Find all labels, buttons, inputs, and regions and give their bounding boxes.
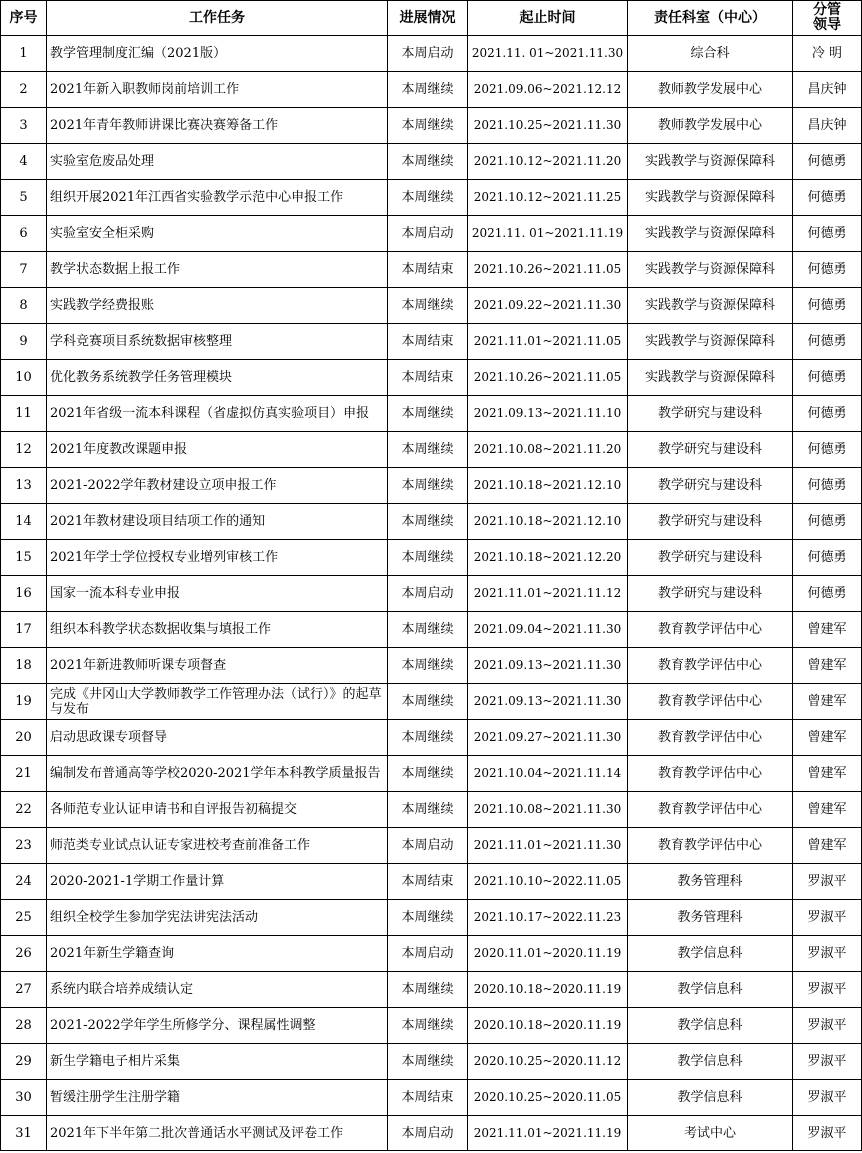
responsible-dept: 教师教学发展中心 — [628, 108, 793, 144]
leader-name: 罗淑平 — [793, 1080, 862, 1116]
responsible-dept: 教育教学评估中心 — [628, 756, 793, 792]
progress-status: 本周启动 — [388, 216, 468, 252]
responsible-dept: 教育教学评估中心 — [628, 648, 793, 684]
progress-status: 本周启动 — [388, 828, 468, 864]
progress-status: 本周结束 — [388, 324, 468, 360]
table-row — [1, 432, 862, 468]
row-number: 28 — [1, 1008, 47, 1044]
row-number: 26 — [1, 936, 47, 972]
leader-name: 何德勇 — [793, 540, 862, 576]
progress-status: 本周继续 — [388, 72, 468, 108]
date-range: 2021.10.26~2021.11.05 — [468, 360, 628, 396]
leader-name: 昌庆钟 — [793, 72, 862, 108]
progress-status: 本周继续 — [388, 612, 468, 648]
date-range: 2021.09.13~2021.11.30 — [468, 648, 628, 684]
leader-name: 何德勇 — [793, 360, 862, 396]
responsible-dept: 教学研究与建设科 — [628, 468, 793, 504]
header-row — [1, 1, 862, 36]
row-number: 11 — [1, 396, 47, 432]
date-range: 2021.11. 01~2021.11.19 — [468, 216, 628, 252]
progress-status: 本周继续 — [388, 144, 468, 180]
row-number: 21 — [1, 756, 47, 792]
progress-status: 本周继续 — [388, 972, 468, 1008]
progress-status: 本周启动 — [388, 36, 468, 72]
leader-name: 何德勇 — [793, 180, 862, 216]
date-range: 2021.10.12~2021.11.25 — [468, 180, 628, 216]
table-row — [1, 792, 862, 828]
progress-status: 本周结束 — [388, 1080, 468, 1116]
leader-name: 何德勇 — [793, 288, 862, 324]
table-row — [1, 252, 862, 288]
responsible-dept: 实践教学与资源保障科 — [628, 144, 793, 180]
task-name: 2021年教材建设项目结项工作的通知 — [47, 504, 388, 540]
leader-name: 曾建军 — [793, 612, 862, 648]
responsible-dept: 教学信息科 — [628, 972, 793, 1008]
responsible-dept: 教学研究与建设科 — [628, 576, 793, 612]
responsible-dept: 教师教学发展中心 — [628, 72, 793, 108]
row-number: 3 — [1, 108, 47, 144]
task-name: 编制发布普通高等学校2020-2021学年本科教学质量报告 — [47, 756, 388, 792]
header-no: 序号 — [1, 1, 47, 36]
leader-name: 曾建军 — [793, 828, 862, 864]
progress-status: 本周继续 — [388, 720, 468, 756]
responsible-dept: 教学研究与建设科 — [628, 540, 793, 576]
date-range: 2021.09.13~2021.11.30 — [468, 684, 628, 720]
table-row — [1, 1008, 862, 1044]
task-name: 完成《井冈山大学教师教学工作管理办法（试行）》的起草与发布 — [47, 684, 388, 720]
table-row — [1, 1080, 862, 1116]
task-name: 实验室安全柜采购 — [47, 216, 388, 252]
row-number: 2 — [1, 72, 47, 108]
task-name: 教学状态数据上报工作 — [47, 252, 388, 288]
progress-status: 本周继续 — [388, 288, 468, 324]
date-range: 2020.11.01~2020.11.19 — [468, 936, 628, 972]
task-name: 组织本科教学状态数据收集与填报工作 — [47, 612, 388, 648]
responsible-dept: 教育教学评估中心 — [628, 684, 793, 720]
date-range: 2021.10.08~2021.11.20 — [468, 432, 628, 468]
row-number: 22 — [1, 792, 47, 828]
table-header — [1, 1, 862, 36]
date-range: 2021.10.17~2022.11.23 — [468, 900, 628, 936]
responsible-dept: 教育教学评估中心 — [628, 720, 793, 756]
date-range: 2020.10.18~2020.11.19 — [468, 1008, 628, 1044]
leader-name: 罗淑平 — [793, 1116, 862, 1151]
task-name: 2021年新生学籍查询 — [47, 936, 388, 972]
row-number: 9 — [1, 324, 47, 360]
progress-status: 本周继续 — [388, 756, 468, 792]
progress-status: 本周结束 — [388, 864, 468, 900]
date-range: 2020.10.25~2020.11.05 — [468, 1080, 628, 1116]
responsible-dept: 实践教学与资源保障科 — [628, 252, 793, 288]
leader-name: 何德勇 — [793, 252, 862, 288]
row-number: 5 — [1, 180, 47, 216]
task-name: 2021年下半年第二批次普通话水平测试及评卷工作 — [47, 1116, 388, 1151]
header-task: 工作任务 — [47, 1, 388, 36]
row-number: 4 — [1, 144, 47, 180]
responsible-dept: 教育教学评估中心 — [628, 612, 793, 648]
row-number: 16 — [1, 576, 47, 612]
progress-status: 本周继续 — [388, 108, 468, 144]
progress-status: 本周继续 — [388, 792, 468, 828]
row-number: 24 — [1, 864, 47, 900]
table-row — [1, 180, 862, 216]
table-row — [1, 288, 862, 324]
progress-status: 本周启动 — [388, 576, 468, 612]
progress-status: 本周继续 — [388, 396, 468, 432]
date-range: 2021.09.27~2021.11.30 — [468, 720, 628, 756]
responsible-dept: 教学信息科 — [628, 1080, 793, 1116]
task-name: 系统内联合培养成绩认定 — [47, 972, 388, 1008]
progress-status: 本周继续 — [388, 648, 468, 684]
table-row — [1, 1116, 862, 1151]
table-row — [1, 684, 862, 720]
table-row — [1, 540, 862, 576]
table-row — [1, 756, 862, 792]
row-number: 1 — [1, 36, 47, 72]
date-range: 2021.10.12~2021.11.20 — [468, 144, 628, 180]
leader-name: 罗淑平 — [793, 972, 862, 1008]
task-name: 新生学籍电子相片采集 — [47, 1044, 388, 1080]
date-range: 2021.11.01~2021.11.05 — [468, 324, 628, 360]
task-name: 师范类专业试点认证专家进校考查前准备工作 — [47, 828, 388, 864]
table-row — [1, 504, 862, 540]
task-name: 组织全校学生参加学宪法讲宪法活动 — [47, 900, 388, 936]
row-number: 13 — [1, 468, 47, 504]
date-range: 2021.11.01~2021.11.12 — [468, 576, 628, 612]
leader-name: 罗淑平 — [793, 1044, 862, 1080]
date-range: 2021.10.18~2021.12.20 — [468, 540, 628, 576]
row-number: 10 — [1, 360, 47, 396]
leader-name: 曾建军 — [793, 648, 862, 684]
progress-status: 本周继续 — [388, 1008, 468, 1044]
date-range: 2021.11.01~2021.11.19 — [468, 1116, 628, 1151]
progress-status: 本周结束 — [388, 252, 468, 288]
table-row — [1, 396, 862, 432]
row-number: 8 — [1, 288, 47, 324]
responsible-dept: 教育教学评估中心 — [628, 792, 793, 828]
task-name: 优化教务系统教学任务管理模块 — [47, 360, 388, 396]
leader-name: 罗淑平 — [793, 1008, 862, 1044]
date-range: 2021.09.22~2021.11.30 — [468, 288, 628, 324]
row-number: 25 — [1, 900, 47, 936]
table-row — [1, 1044, 862, 1080]
table-row — [1, 612, 862, 648]
responsible-dept: 综合科 — [628, 36, 793, 72]
table-row — [1, 828, 862, 864]
responsible-dept: 实践教学与资源保障科 — [628, 180, 793, 216]
date-range: 2021.10.04~2021.11.14 — [468, 756, 628, 792]
date-range: 2020.10.25~2020.11.12 — [468, 1044, 628, 1080]
task-name: 国家一流本科专业申报 — [47, 576, 388, 612]
leader-name: 何德勇 — [793, 216, 862, 252]
progress-status: 本周继续 — [388, 1044, 468, 1080]
task-name: 2021年省级一流本科课程（省虚拟仿真实验项目）申报 — [47, 396, 388, 432]
progress-status: 本周继续 — [388, 900, 468, 936]
responsible-dept: 教学信息科 — [628, 1044, 793, 1080]
date-range: 2021.09.04~2021.11.30 — [468, 612, 628, 648]
task-name: 2021年度教改课题申报 — [47, 432, 388, 468]
row-number: 20 — [1, 720, 47, 756]
leader-name: 罗淑平 — [793, 936, 862, 972]
date-range: 2021.11. 01~2021.11.30 — [468, 36, 628, 72]
table-row — [1, 324, 862, 360]
task-name: 2021-2022学年教材建设立项申报工作 — [47, 468, 388, 504]
row-number: 23 — [1, 828, 47, 864]
table-row — [1, 108, 862, 144]
progress-status: 本周继续 — [388, 504, 468, 540]
progress-status: 本周继续 — [388, 684, 468, 720]
progress-status: 本周继续 — [388, 432, 468, 468]
header-leader: 分管领导 — [793, 1, 862, 36]
leader-name: 昌庆钟 — [793, 108, 862, 144]
task-name: 实践教学经费报账 — [47, 288, 388, 324]
row-number: 6 — [1, 216, 47, 252]
row-number: 15 — [1, 540, 47, 576]
row-number: 7 — [1, 252, 47, 288]
progress-status: 本周结束 — [388, 360, 468, 396]
row-number: 18 — [1, 648, 47, 684]
responsible-dept: 实践教学与资源保障科 — [628, 360, 793, 396]
table-row — [1, 936, 862, 972]
task-name: 2021年新入职教师岗前培训工作 — [47, 72, 388, 108]
date-range: 2021.09.13~2021.11.10 — [468, 396, 628, 432]
row-number: 14 — [1, 504, 47, 540]
task-name: 教学管理制度汇编（2021版） — [47, 36, 388, 72]
date-range: 2021.10.25~2021.11.30 — [468, 108, 628, 144]
leader-name: 曾建军 — [793, 720, 862, 756]
date-range: 2020.10.18~2020.11.19 — [468, 972, 628, 1008]
header-dept: 责任科室（中心） — [628, 1, 793, 36]
date-range: 2021.10.26~2021.11.05 — [468, 252, 628, 288]
progress-status: 本周继续 — [388, 540, 468, 576]
row-number: 12 — [1, 432, 47, 468]
header-period: 起止时间 — [468, 1, 628, 36]
table-row — [1, 648, 862, 684]
responsible-dept: 教学研究与建设科 — [628, 504, 793, 540]
task-name: 各师范专业认证申请书和自评报告初稿提交 — [47, 792, 388, 828]
task-name: 暂缓注册学生注册学籍 — [47, 1080, 388, 1116]
responsible-dept: 实践教学与资源保障科 — [628, 324, 793, 360]
leader-name: 冷 明 — [793, 36, 862, 72]
responsible-dept: 教学研究与建设科 — [628, 432, 793, 468]
header-status: 进展情况 — [388, 1, 468, 36]
responsible-dept: 考试中心 — [628, 1116, 793, 1151]
responsible-dept: 教育教学评估中心 — [628, 828, 793, 864]
leader-name: 罗淑平 — [793, 900, 862, 936]
row-number: 31 — [1, 1116, 47, 1151]
leader-name: 何德勇 — [793, 576, 862, 612]
task-name: 启动思政课专项督导 — [47, 720, 388, 756]
leader-name: 曾建军 — [793, 792, 862, 828]
table-row — [1, 72, 862, 108]
task-name: 2021年学士学位授权专业增列审核工作 — [47, 540, 388, 576]
task-name: 学科竞赛项目系统数据审核整理 — [47, 324, 388, 360]
leader-name: 何德勇 — [793, 468, 862, 504]
task-name: 2020-2021-1学期工作量计算 — [47, 864, 388, 900]
leader-name: 何德勇 — [793, 396, 862, 432]
row-number: 30 — [1, 1080, 47, 1116]
table-body — [1, 36, 862, 1151]
date-range: 2021.10.18~2021.12.10 — [468, 504, 628, 540]
leader-name: 曾建军 — [793, 684, 862, 720]
progress-status: 本周继续 — [388, 468, 468, 504]
row-number: 29 — [1, 1044, 47, 1080]
table-row — [1, 216, 862, 252]
responsible-dept: 教学研究与建设科 — [628, 396, 793, 432]
table-row — [1, 36, 862, 72]
table-row — [1, 144, 862, 180]
responsible-dept: 实践教学与资源保障科 — [628, 288, 793, 324]
date-range: 2021.11.01~2021.11.30 — [468, 828, 628, 864]
date-range: 2021.09.06~2021.12.12 — [468, 72, 628, 108]
row-number: 17 — [1, 612, 47, 648]
leader-name: 何德勇 — [793, 144, 862, 180]
progress-status: 本周启动 — [388, 936, 468, 972]
task-name: 2021-2022学年学生所修学分、课程属性调整 — [47, 1008, 388, 1044]
date-range: 2021.10.10~2022.11.05 — [468, 864, 628, 900]
table-row — [1, 468, 862, 504]
date-range: 2021.10.18~2021.12.10 — [468, 468, 628, 504]
leader-name: 何德勇 — [793, 324, 862, 360]
date-range: 2021.10.08~2021.11.30 — [468, 792, 628, 828]
table-row — [1, 360, 862, 396]
task-name: 组织开展2021年江西省实验教学示范中心申报工作 — [47, 180, 388, 216]
task-name: 实验室危废品处理 — [47, 144, 388, 180]
responsible-dept: 教学信息科 — [628, 1008, 793, 1044]
table-row — [1, 576, 862, 612]
table-row — [1, 864, 862, 900]
table-row — [1, 972, 862, 1008]
row-number: 19 — [1, 684, 47, 720]
row-number: 27 — [1, 972, 47, 1008]
progress-status: 本周启动 — [388, 1116, 468, 1151]
task-name: 2021年青年教师讲课比赛决赛筹备工作 — [47, 108, 388, 144]
responsible-dept: 教务管理科 — [628, 900, 793, 936]
table-row — [1, 720, 862, 756]
responsible-dept: 实践教学与资源保障科 — [628, 216, 793, 252]
leader-name: 曾建军 — [793, 756, 862, 792]
table-row — [1, 900, 862, 936]
leader-name: 何德勇 — [793, 432, 862, 468]
leader-name: 何德勇 — [793, 504, 862, 540]
leader-name: 罗淑平 — [793, 864, 862, 900]
progress-status: 本周继续 — [388, 180, 468, 216]
task-name: 2021年新进教师听课专项督查 — [47, 648, 388, 684]
responsible-dept: 教务管理科 — [628, 864, 793, 900]
responsible-dept: 教学信息科 — [628, 936, 793, 972]
